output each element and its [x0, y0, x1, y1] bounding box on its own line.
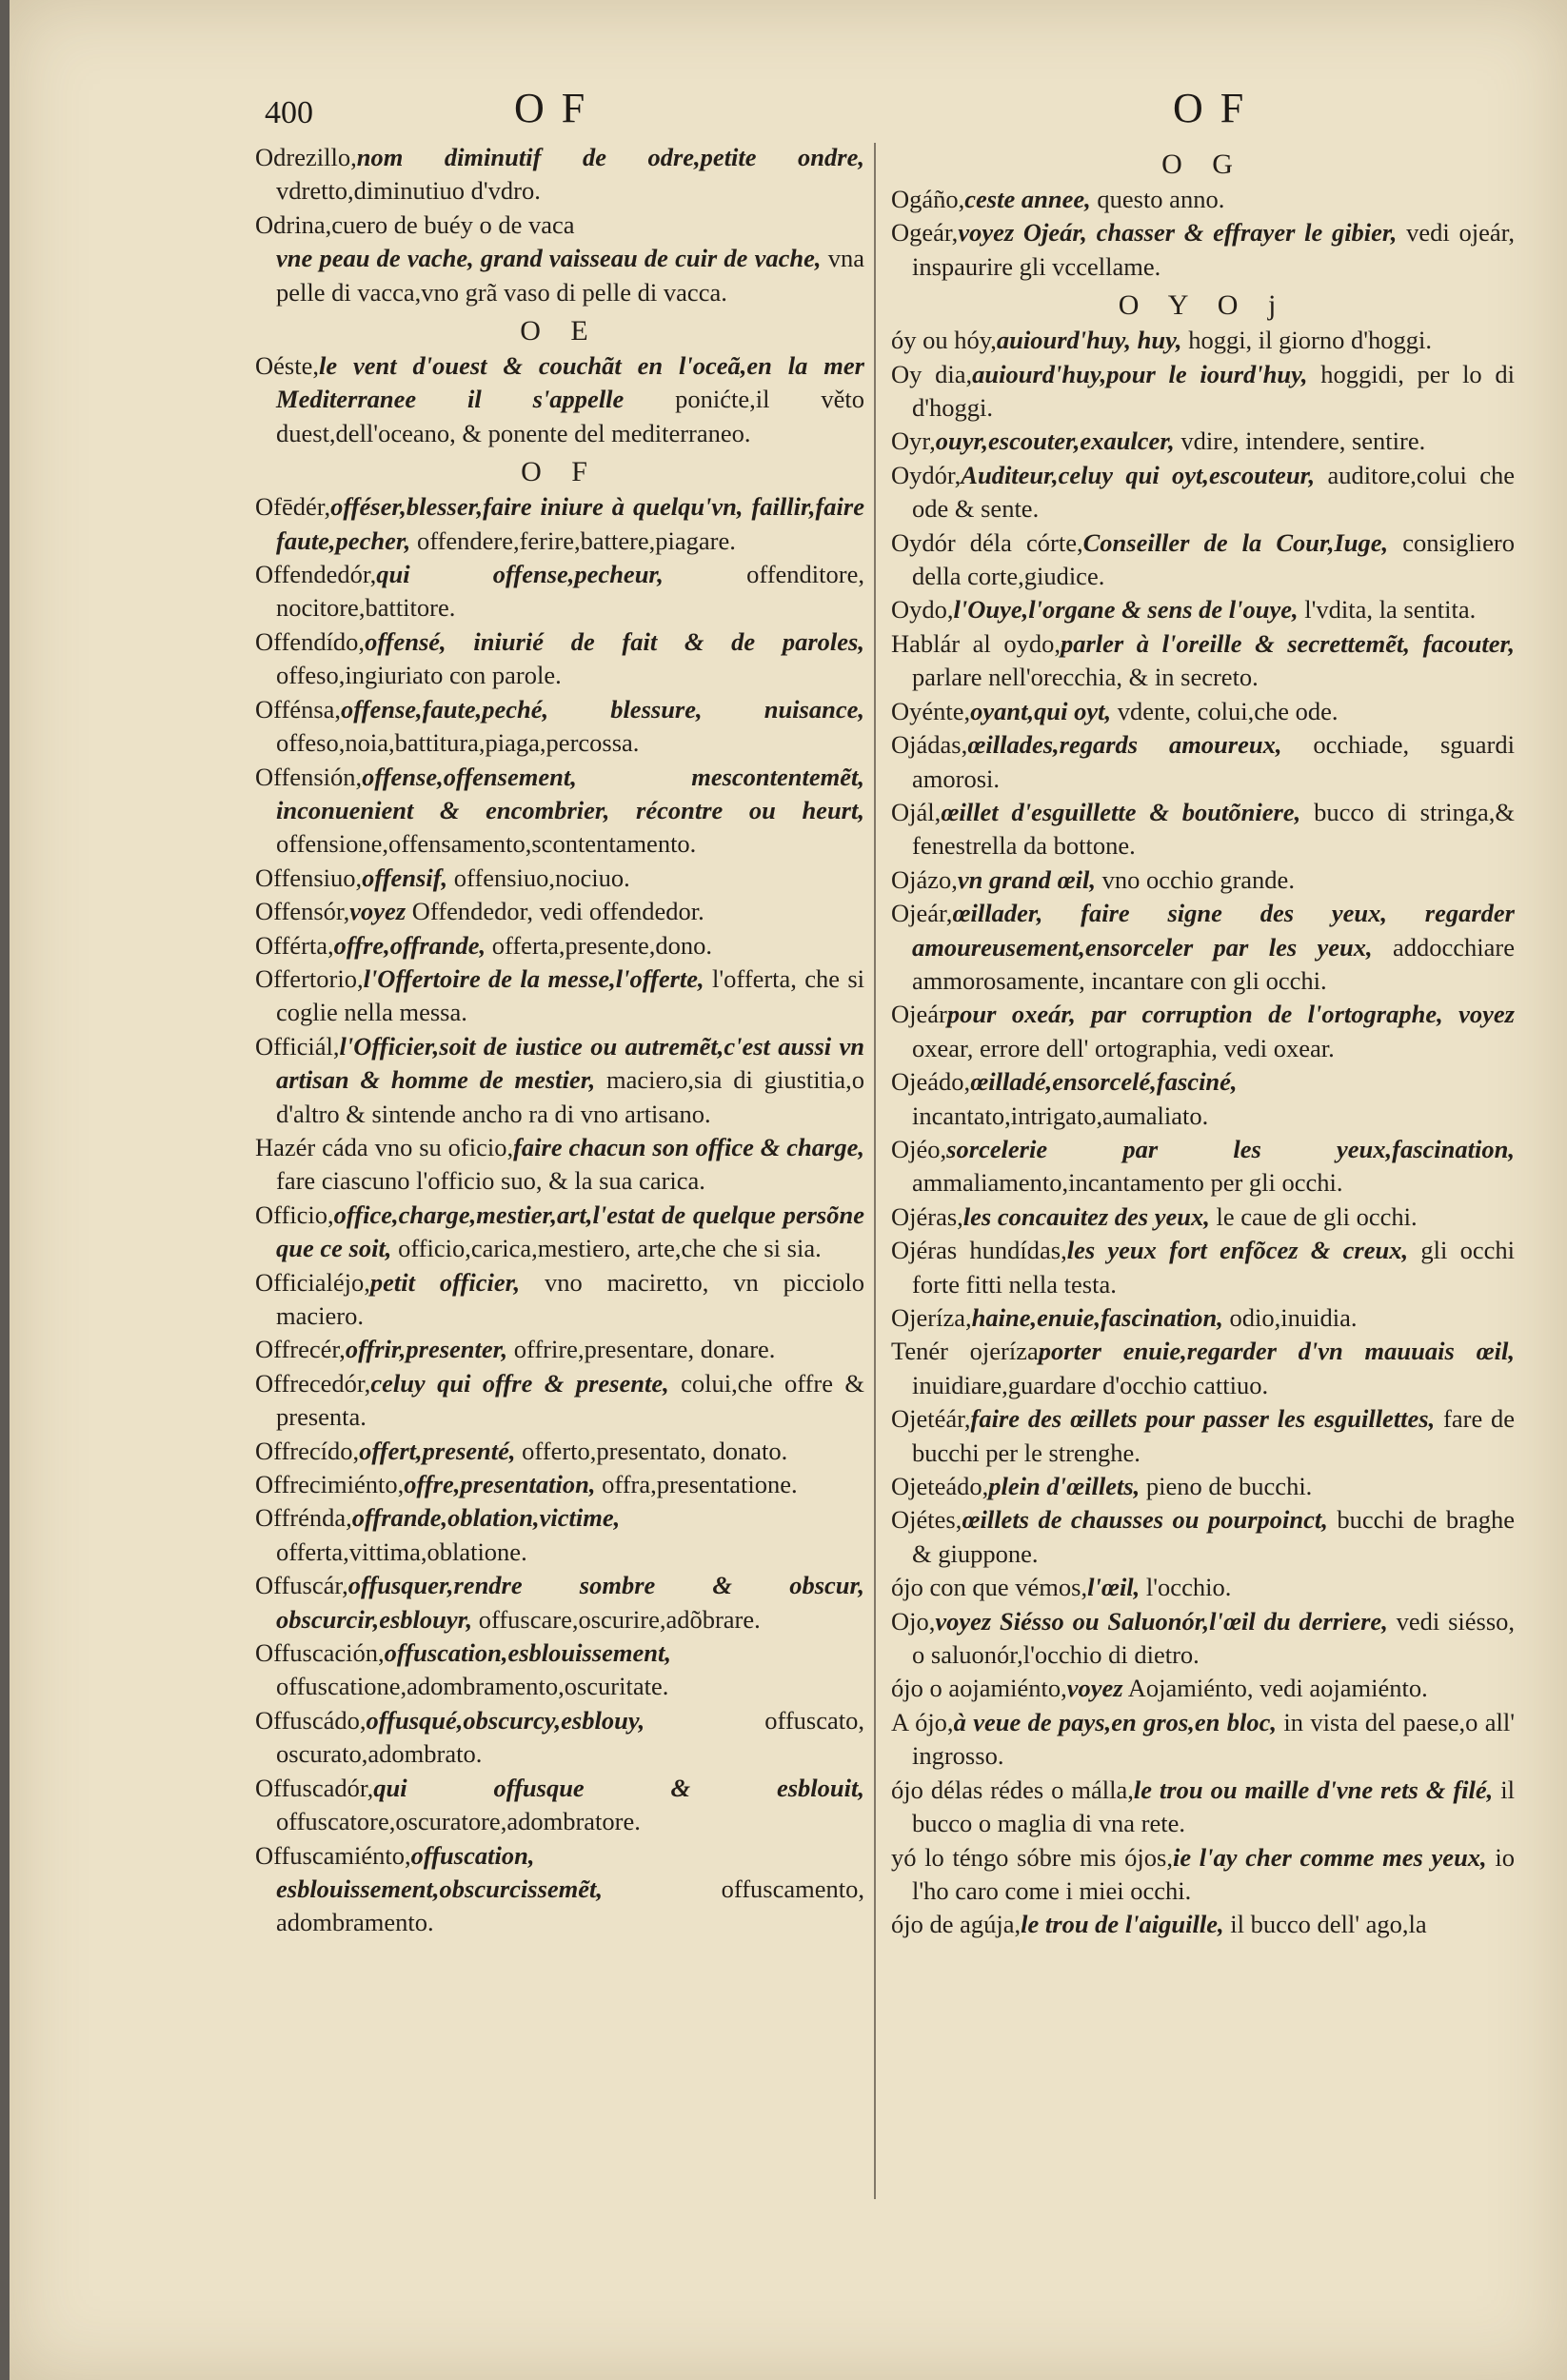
italian-gloss: l'occhio. — [1145, 1573, 1232, 1602]
dictionary-entry — [255, 141, 864, 208]
headword: Offuscamiénto, — [255, 1840, 411, 1870]
french-gloss: offusquer,rendre sombre & obscur, obscurcir,esblouyr, — [276, 1571, 864, 1634]
headword: Odrezillo, — [255, 143, 357, 171]
headword: Oydo, — [891, 595, 954, 625]
headword: Offendído, — [255, 626, 366, 656]
dictionary-entry — [255, 1367, 864, 1435]
dictionary-entry — [891, 728, 1515, 796]
dictionary-entry — [255, 1704, 864, 1772]
headword: ójo o aojamiénto, — [891, 1674, 1067, 1703]
dictionary-entry — [255, 761, 864, 862]
italian-gloss: vdente, colui,che ode. — [1117, 696, 1339, 725]
headword: Ojál, — [891, 797, 942, 826]
italian-gloss: offuscamento, adombramento. — [276, 1874, 864, 1937]
headword: Offendedór, — [255, 560, 377, 589]
headword: Oydór déla córte, — [891, 527, 1083, 557]
italian-gloss: ponićte,il věto duest,dell'oceano, & ponente del mediterraneo. — [276, 385, 864, 447]
french-gloss: offuscation, esblouissement,obscurcissemẽt, — [276, 1840, 604, 1903]
dictionary-entry — [891, 459, 1515, 526]
headword: Ofēdér, — [255, 492, 331, 522]
headword: Offérta, — [255, 930, 334, 960]
french-gloss: haine,enuie,fascination, — [971, 1303, 1223, 1332]
french-gloss: l'Officier,soit de iustice ou autremẽt,c'est aussi vn artisan & homme de mestier, — [276, 1031, 864, 1095]
headword: Offuscación, — [255, 1638, 385, 1668]
french-gloss: œillades,regards amoureux, — [967, 730, 1282, 760]
italian-gloss: questo anno. — [1097, 185, 1225, 213]
italian-gloss: fare ciascuno l'officio suo, & la sua carica. — [276, 1166, 705, 1196]
dictionary-entry — [255, 349, 864, 450]
french-gloss: offrande,oblation,victime, — [351, 1503, 621, 1533]
french-gloss: Auditeur,celuy qui oyt,escouteur, — [961, 460, 1316, 489]
left-column — [255, 141, 864, 1940]
dictionary-entry — [255, 625, 864, 693]
headword: Oyr, — [891, 426, 936, 456]
headword: Hablár al oydo, — [891, 628, 1061, 658]
headword: Ojeár — [891, 1000, 947, 1029]
section-heading: O Y O j — [1118, 289, 1288, 322]
book-page — [10, 0, 1567, 2380]
italian-gloss: offuscatione,adombramento,oscuritate. — [276, 1672, 669, 1701]
french-gloss: faire des œillets pour passer les esguillettes, — [970, 1404, 1436, 1434]
dictionary-entry — [255, 242, 864, 309]
french-gloss: faire chacun son office & charge, — [513, 1132, 864, 1161]
italian-gloss: vna pelle di vacca,vno grã vaso di pelle di vacca. — [276, 244, 865, 307]
italian-gloss: offrire,presentare, donare. — [513, 1335, 776, 1364]
french-gloss: oyant,qui oyt, — [970, 696, 1112, 725]
italian-gloss: offra,presentatione. — [602, 1470, 798, 1499]
french-gloss: porter enuie,regarder d'vn mauuais œil, — [1038, 1337, 1515, 1366]
headword: Offrecedór, — [255, 1368, 371, 1398]
headword: Offrecér, — [255, 1335, 346, 1364]
headword: Oéste, — [255, 351, 319, 381]
french-gloss: Conseiller de la Cour,Iuge, — [1082, 527, 1389, 557]
italian-gloss: bucco di stringa,& fenestrella da bottone. — [912, 797, 1516, 861]
headword: Ojázo, — [891, 864, 958, 894]
dictionary-entry — [891, 863, 1515, 897]
french-gloss: qui offusque & esblouit, — [373, 1773, 864, 1802]
headword: Ojeríza, — [891, 1303, 972, 1332]
dictionary-entry — [891, 324, 1515, 357]
dictionary-entry — [255, 1333, 864, 1366]
headword: Ojádas, — [891, 730, 968, 760]
italian-gloss: odio,inuidia. — [1229, 1303, 1358, 1332]
italian-gloss: hoggi, il giorno d'hoggi. — [1188, 326, 1432, 355]
headword: ójo délas rédes o málla, — [891, 1775, 1134, 1804]
dictionary-entry — [891, 627, 1515, 695]
dictionary-entry — [255, 1772, 864, 1839]
italian-gloss: in vista del paese,o all' ingrosso. — [912, 1707, 1515, 1771]
french-gloss: ouyr,escouter,exaulcer, — [935, 426, 1175, 456]
french-gloss: le vent d'ouest & couchãt en l'oceã,en la mer Mediterranee il s'appelle — [276, 351, 864, 414]
french-gloss: nom diminutif de odre,petite ondre, — [356, 143, 864, 171]
italian-gloss: offerta,vittima,oblatione. — [276, 1537, 527, 1566]
headword: Offénsa, — [255, 694, 342, 724]
dictionary-entry — [891, 1774, 1515, 1841]
headword: Odrina, — [255, 209, 332, 239]
dictionary-entry — [255, 1030, 864, 1131]
section-heading: O E — [520, 315, 600, 347]
italian-gloss: offuscatore,oscuratore,adombratore. — [276, 1807, 641, 1836]
italian-gloss: vedi siésso, o saluonór,l'occhio di dietro. — [912, 1606, 1516, 1670]
dictionary-entry — [255, 558, 864, 625]
headword: Ojeár, — [891, 899, 953, 928]
dictionary-entry — [255, 895, 864, 928]
italian-gloss: inuidiare,guardare d'occhio cattiuo. — [912, 1370, 1269, 1399]
french-gloss: les concauitez des yeux, — [962, 1201, 1210, 1231]
french-gloss: voyez — [349, 897, 407, 926]
dictionary-entry — [891, 1672, 1515, 1705]
headword: Offrecído, — [255, 1436, 360, 1465]
dictionary-entry — [891, 1841, 1515, 1909]
italian-gloss: offeso,ingiuriato con parole. — [276, 661, 562, 690]
italian-gloss: offuscare,oscurire,adõbrare. — [478, 1604, 761, 1634]
dictionary-entry — [255, 862, 864, 895]
french-gloss: voyez Ojeár, chasser & effrayer le gibier, — [958, 218, 1398, 248]
french-gloss: celuy qui offre & presente, — [370, 1368, 669, 1398]
italian-gloss: l'vdita, la sentita. — [1304, 595, 1477, 625]
italian-gloss: occhiade, sguardi amorosi. — [912, 730, 1515, 793]
right-column — [891, 143, 1515, 1942]
italian-gloss: il bucco o maglia di vna rete. — [912, 1775, 1515, 1838]
dictionary-entry — [891, 695, 1515, 728]
italian-gloss: consigliero della corte,giudice. — [912, 527, 1515, 591]
italian-gloss: cuero de buéy o de vaca — [331, 209, 575, 239]
headword: Offuscadór, — [255, 1773, 374, 1802]
french-gloss: voyez Siésso ou Saluonór,l'œil du derriere, — [935, 1606, 1388, 1636]
italian-gloss: vdretto,diminutiuo d'vdro. — [276, 176, 541, 206]
headword: Officialéjo, — [255, 1267, 370, 1297]
french-gloss: le trou ou maille d'vne rets & filé, — [1133, 1775, 1494, 1804]
dictionary-entry — [255, 208, 864, 242]
dictionary-entry — [891, 998, 1515, 1065]
italian-gloss: vedi ojeár, inspaurire gli vccellame. — [912, 218, 1516, 281]
italian-gloss: il bucco dell' ago,la — [1230, 1910, 1427, 1939]
dictionary-entry — [255, 1266, 864, 1334]
dictionary-entry — [891, 425, 1515, 458]
french-gloss: vne peau de vache, grand vaisseau de cuir de vache, — [276, 244, 822, 273]
headword: Tenér ojeríza — [891, 1337, 1039, 1366]
french-gloss: sorcelerie par les yeux,fascination, — [946, 1134, 1515, 1163]
italian-gloss: incantato,intrigato,aumaliato. — [912, 1101, 1209, 1130]
dictionary-entry — [255, 1636, 864, 1704]
french-gloss: ie l'ay cher comme mes yeux, — [1172, 1842, 1487, 1872]
dictionary-entry — [891, 183, 1515, 216]
dictionary-entry — [891, 1402, 1515, 1470]
headword: Offensiuo, — [255, 863, 363, 892]
french-gloss: offusqué,obscurcy,esblouy, — [366, 1705, 645, 1735]
dictionary-entry — [255, 1199, 864, 1266]
french-gloss: parler à l'oreille & secrettemẽt, facouter, — [1060, 628, 1515, 658]
italian-gloss: fare de bucchi per le strenghe. — [912, 1404, 1515, 1467]
french-gloss: les yeux fort enfõcez & creux, — [1066, 1236, 1409, 1265]
french-gloss: offense,offensement, mescontentemẽt, inconuenient & encombrier, récontre ou heurt, — [276, 762, 864, 824]
headword: Ojo, — [891, 1606, 936, 1636]
italian-gloss: pieno de bucchi. — [1145, 1472, 1313, 1501]
dictionary-entry — [891, 796, 1515, 863]
italian-gloss: vno occhio grande. — [1101, 864, 1295, 894]
dictionary-entry — [255, 962, 864, 1030]
italian-gloss: offenditore, nocitore,battitore. — [276, 560, 864, 623]
dictionary-entry — [255, 1131, 864, 1199]
french-gloss: l'œil, — [1087, 1573, 1141, 1602]
headword: Offuscár, — [255, 1571, 348, 1600]
italian-gloss: auditore,colui che ode & sente. — [912, 460, 1516, 524]
headword: Ojéo, — [891, 1134, 947, 1163]
italian-gloss: io l'ho caro come i miei occhi. — [912, 1842, 1516, 1905]
dictionary-entry — [891, 593, 1515, 626]
french-gloss: offre,offrande, — [333, 930, 486, 960]
french-gloss: offéser,blesser,faire iniure à quelqu'vn, faillir,faire faute,pecher, — [276, 492, 864, 555]
italian-gloss: le caue de gli occhi. — [1216, 1201, 1418, 1231]
dictionary-entry — [891, 1133, 1515, 1200]
section-heading: O F — [521, 456, 599, 488]
italian-gloss: offuscato, oscurato,adombrato. — [276, 1705, 864, 1769]
headword: ójo de agúja, — [891, 1910, 1022, 1939]
italian-gloss: oxear, errore dell' ortographia, vedi oxear. — [912, 1033, 1335, 1062]
italian-gloss: maciero,sia di giustitia,o d'altro & sintende ancho ra di vno artisano. — [276, 1065, 864, 1128]
dictionary-entry — [255, 490, 864, 558]
french-gloss: offuscation,esblouissement, — [384, 1638, 672, 1668]
italian-gloss: officio,carica,mestiero, arte,che che si sia. — [398, 1234, 822, 1263]
section-heading: O G — [1161, 149, 1244, 180]
french-gloss: œillets de chausses ou pourpoinct, — [962, 1505, 1328, 1535]
headword: Ojéras hundídas, — [891, 1236, 1067, 1265]
headword: Offensión, — [255, 762, 363, 791]
italian-gloss: colui,che offre & presenta. — [276, 1368, 865, 1432]
italian-gloss: Offendedor, vedi offendedor. — [411, 897, 704, 926]
dictionary-entry — [255, 1501, 864, 1569]
dictionary-entry — [891, 897, 1515, 998]
dictionary-entry — [255, 1839, 864, 1940]
headword: Officiál, — [255, 1031, 340, 1061]
dictionary-entry — [891, 1335, 1515, 1402]
headword: Officio, — [255, 1200, 334, 1229]
french-gloss: auiourd'huy, huy, — [996, 326, 1182, 355]
french-gloss: offrir,presenter, — [345, 1335, 508, 1364]
dictionary-entry — [891, 358, 1515, 426]
french-gloss: voyez — [1066, 1674, 1123, 1703]
dictionary-entry — [891, 1605, 1515, 1673]
french-gloss: l'Offertoire de la messe,l'offerte, — [363, 963, 704, 993]
italian-gloss: bucchi de braghe & giuppone. — [912, 1505, 1515, 1568]
running-head-right: OF — [1173, 85, 1261, 131]
dictionary-entry — [891, 1706, 1515, 1774]
headword: ójo con que vémos, — [891, 1573, 1088, 1602]
running-head-left: OF — [514, 85, 603, 131]
italian-gloss: offensiuo,nociuo. — [453, 863, 630, 892]
italian-gloss: offeso,noia,battitura,piaga,percossa. — [276, 728, 640, 758]
italian-gloss: addocchiare ammorosamente, incantare con gli occhi. — [912, 932, 1515, 995]
french-gloss: œilladé,ensorcelé,fasciné, — [970, 1067, 1238, 1097]
dictionary-entry — [891, 1503, 1515, 1571]
dictionary-entry — [891, 1200, 1515, 1234]
french-gloss: petit officier, — [369, 1267, 521, 1297]
french-gloss: vn grand œil, — [957, 864, 1096, 894]
headword: yó lo téngo sóbre mis ójos, — [891, 1842, 1173, 1872]
french-gloss: le trou de l'aiguille, — [1021, 1910, 1224, 1939]
dictionary-entry — [255, 1468, 864, 1501]
dictionary-entry — [255, 929, 864, 962]
french-gloss: offensif, — [362, 863, 448, 892]
dictionary-entry — [255, 693, 864, 761]
french-gloss: offre,presentation, — [404, 1470, 596, 1499]
headword: Hazér cáda vno su oficio, — [255, 1132, 514, 1161]
dictionary-entry — [891, 216, 1515, 284]
french-gloss: plein d'œillets, — [988, 1472, 1141, 1501]
french-gloss: ceste annee, — [964, 185, 1091, 213]
french-gloss: à veue de pays,en gros,en bloc, — [953, 1707, 1278, 1736]
headword: Oyénte, — [891, 696, 971, 725]
french-gloss: pour oxeár, par corruption de l'ortographe, voyez — [946, 1000, 1515, 1029]
french-gloss: offert,presenté, — [359, 1436, 516, 1465]
headword: Ojetéár, — [891, 1404, 971, 1434]
dictionary-entry — [891, 1908, 1515, 1941]
italian-gloss: offerta,presente,dono. — [491, 930, 713, 960]
headword: Offrénda, — [255, 1503, 352, 1533]
headword: Offuscádo, — [255, 1705, 367, 1735]
french-gloss: auiourd'huy,pour le iourd'huy, — [972, 359, 1308, 388]
italian-gloss: Aojamiénto, vedi aojamiénto. — [1127, 1674, 1428, 1703]
italian-gloss: vno maciretto, vn picciolo maciero. — [276, 1267, 864, 1330]
italian-gloss: hoggidi, per lo di d'hoggi. — [912, 359, 1516, 423]
dictionary-entry — [891, 1571, 1515, 1604]
dictionary-entry — [891, 1301, 1515, 1335]
column-rule — [874, 143, 876, 2199]
dictionary-entry — [255, 1569, 864, 1636]
french-gloss: œillader, faire signe des yeux, regarder amoureusement,ensorceler par les yeux, — [912, 899, 1515, 962]
page-number: 400 — [265, 95, 313, 130]
french-gloss: office,charge,mestier,art,l'estat de quelque persõne que ce soit, — [276, 1200, 864, 1263]
italian-gloss: ammaliamento,incantamento per gli occhi. — [912, 1168, 1343, 1198]
headword: Ogeár, — [891, 218, 959, 248]
headword: A ójo, — [891, 1707, 954, 1736]
headword: Offensór, — [255, 897, 350, 926]
headword: Ojétes, — [891, 1505, 962, 1535]
french-gloss: offense,faute,peché, blessure, nuisance, — [341, 694, 864, 724]
headword: Offrecimiénto, — [255, 1470, 405, 1499]
italian-gloss: parlare nell'orecchia, & in secreto. — [912, 663, 1259, 692]
dictionary-entry — [255, 1435, 864, 1468]
italian-gloss: offendere,ferire,battere,piagare. — [416, 526, 736, 555]
italian-gloss: offerto,presentato, donato. — [522, 1436, 788, 1465]
headword: Ojéras, — [891, 1201, 963, 1231]
headword: Ojeádo, — [891, 1067, 971, 1097]
french-gloss: offensé, iniurié de fait & de paroles, — [365, 626, 864, 656]
french-gloss: œillet d'esguillette & boutõniere, — [941, 797, 1301, 826]
headword: Ojeteádo, — [891, 1472, 989, 1501]
headword: óy ou hóy, — [891, 326, 997, 355]
french-gloss: qui offense,pecheur, — [376, 560, 664, 589]
italian-gloss: gli occhi forte fitti nella testa. — [912, 1236, 1515, 1299]
headword: Oy dia, — [891, 359, 973, 388]
dictionary-entry — [891, 1065, 1515, 1133]
headword: Oydór, — [891, 460, 962, 489]
italian-gloss: l'offerta, che si coglie nella messa. — [276, 963, 865, 1027]
headword: Offertorio, — [255, 963, 364, 993]
italian-gloss: vdire, intendere, sentire. — [1180, 426, 1426, 456]
dictionary-entry — [891, 1234, 1515, 1301]
dictionary-entry — [891, 1470, 1515, 1503]
headword: Ogáño, — [891, 185, 965, 213]
dictionary-entry — [891, 526, 1515, 594]
french-gloss: l'Ouye,l'organe & sens de l'ouye, — [953, 595, 1299, 625]
italian-gloss: offensione,offensamento,scontentamento. — [276, 829, 697, 859]
